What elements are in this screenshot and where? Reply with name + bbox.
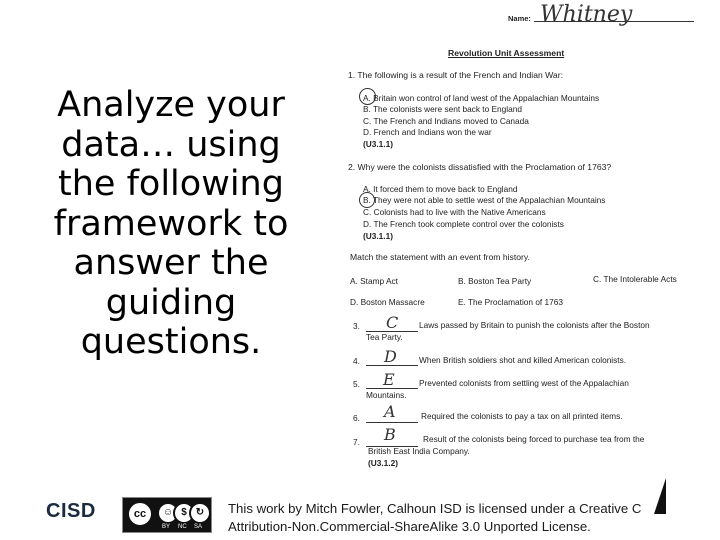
match-item-text: Result of the colonists being forced to purchase tea from the: [423, 434, 645, 444]
answer-circle-q2: [359, 192, 375, 208]
license-line-2: Attribution-Non.Commercial-ShareAlike 3.0 Unported License.: [228, 519, 591, 534]
q2-standard-code: (U3.1.1): [363, 231, 393, 241]
match-item-text: Required the colonists to pay a tax on all printed items.: [421, 411, 623, 421]
creative-commons-badge: [122, 497, 212, 533]
sharealike-icon: ↻: [189, 502, 211, 524]
q2-option-d: D. The French took complete control over the colonists: [363, 219, 564, 229]
match-choice-a: A. Stamp Act: [350, 276, 398, 286]
q1-option-c: C. The French and Indians moved to Canada: [363, 116, 529, 126]
answer-circle-q1: [359, 88, 376, 105]
handwritten-answer: B: [384, 425, 396, 444]
handwritten-answer: A: [384, 402, 396, 421]
handwritten-answer: D: [384, 347, 397, 366]
q1-standard-code: (U3.1.1): [363, 139, 393, 149]
match-item-number: 6.: [353, 413, 360, 423]
attribution-icon: ☺: [157, 502, 179, 524]
answer-blank: [366, 422, 418, 423]
license-line-1: This work by Mitch Fowler, Calhoun ISD is licensed under a Creative C: [228, 501, 642, 516]
cisd-logo: CISD: [46, 500, 96, 522]
noncommercial-icon: $: [173, 502, 195, 524]
q2-option-b: B. They were not able to settle west of the Appalachian Mountains: [363, 195, 606, 205]
match-choice-d: D. Boston Massacre: [350, 297, 425, 307]
question-2-stem: 2. Why were the colonists dissatisfied with the Proclamation of 1763?: [348, 162, 612, 172]
q2-option-c: C. Colonists had to live with the Native Americans: [363, 207, 546, 217]
handwritten-answer: E: [383, 370, 395, 389]
slide-prompt-text: Analyze your data… using the following framework to answer the guiding questions.: [53, 85, 289, 362]
match-item-text: When British soldiers shot and killed American colonists.: [419, 355, 627, 365]
cc-logo-icon: cc: [127, 501, 153, 527]
name-label: Name:: [508, 14, 531, 23]
q1-option-d: D. French and Indians won the war: [363, 127, 492, 137]
handwritten-answer: C: [386, 313, 399, 332]
match-item-number: 7.: [353, 437, 360, 447]
match-item-number: 4.: [353, 356, 360, 366]
cc-label-sa: SA: [194, 524, 203, 530]
license-text: [228, 500, 641, 536]
name-underline: [534, 21, 694, 22]
cc-label-by: BY: [162, 524, 171, 530]
match-item-text: Laws passed by Britain to punish the colonists after the Boston: [419, 320, 650, 330]
scan-corner-mark: [652, 478, 666, 514]
match-item-text: Prevented colonists from settling west of the Appalachian: [419, 378, 629, 388]
cc-label-nc: NC: [178, 524, 187, 530]
q1-option-a: A. Britain won control of land west of the Appalachian Mountains: [363, 93, 600, 103]
worksheet-title: Revolution Unit Assessment: [448, 48, 565, 58]
matching-standard-code: (U3.1.2): [368, 458, 398, 468]
match-item-number: 5.: [353, 379, 360, 389]
q1-option-b: B. The colonists were sent back to England: [363, 104, 522, 114]
student-name-handwritten: Whitney: [540, 2, 633, 27]
match-choice-b: B. Boston Tea Party: [458, 276, 532, 286]
match-choice-e: E. The Proclamation of 1763: [458, 297, 564, 307]
q2-option-a: A. It forced them to move back to England: [363, 184, 518, 194]
match-choice-c: C. The Intolerable Acts: [593, 274, 677, 284]
match-item-text-continued: Mountains.: [366, 390, 407, 400]
scanned-worksheet: [328, 0, 720, 470]
matching-instruction: Match the statement with an event from history.: [350, 252, 530, 262]
match-item-number: 3.: [353, 321, 360, 331]
question-1-stem: 1. The following is a result of the French and Indian War:: [348, 70, 563, 80]
match-item-text-continued: Tea Party.: [366, 332, 403, 342]
match-item-text-continued: British East India Company.: [368, 446, 470, 456]
